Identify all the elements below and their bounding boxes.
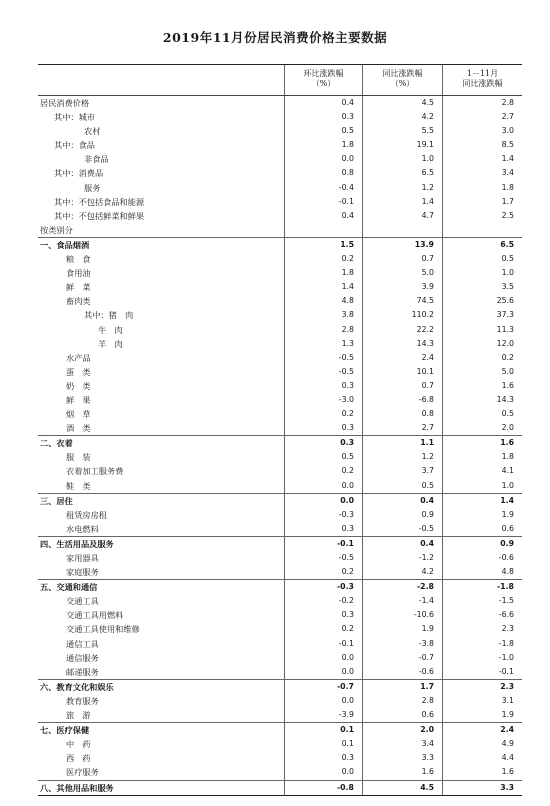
row-yoy-value: 3.9 xyxy=(362,280,442,294)
row-mom-value: 0.8 xyxy=(284,166,362,180)
row-ytd-value: 1.4 xyxy=(442,152,522,166)
row-label: 交通工具 xyxy=(66,596,99,607)
row-label: 酒 类 xyxy=(66,423,91,434)
row-mom-value: -0.1 xyxy=(284,195,362,209)
row-ytd-value: 1.6 xyxy=(442,436,522,450)
header-mom-line2: （%） xyxy=(311,79,336,88)
row-mom-value: 0.4 xyxy=(284,96,362,110)
table-row xyxy=(38,266,522,280)
row-mom-value: 1.8 xyxy=(284,138,362,152)
row-yoy-value: 2.0 xyxy=(362,723,442,737)
row-yoy-value: -1.4 xyxy=(362,594,442,608)
table-row xyxy=(38,166,522,180)
row-label: 旅 游 xyxy=(66,710,91,721)
row-mom-value: 0.0 xyxy=(284,479,362,493)
row-ytd-value: -1.8 xyxy=(442,580,522,594)
row-yoy-value: 0.4 xyxy=(362,537,442,551)
row-ytd-value: 1.6 xyxy=(442,379,522,393)
table-row xyxy=(38,536,522,551)
row-ytd-value: 37.3 xyxy=(442,308,522,322)
row-yoy-value: 14.3 xyxy=(362,337,442,351)
row-label: 七、医疗保健 xyxy=(40,725,90,736)
table-row xyxy=(38,421,522,435)
row-yoy-value: 3.3 xyxy=(362,751,442,765)
row-ytd-value: 14.3 xyxy=(442,393,522,407)
row-yoy-value: 10.1 xyxy=(362,365,442,379)
row-yoy-value: -0.5 xyxy=(362,522,442,536)
row-label: 其中：城市 xyxy=(54,112,95,123)
row-mom-value: 1.5 xyxy=(284,238,362,252)
row-ytd-value: 6.5 xyxy=(442,238,522,252)
table-row xyxy=(38,765,522,779)
header-mom-line1: 环比涨跌幅 xyxy=(303,69,344,78)
table-row xyxy=(38,124,522,138)
row-yoy-value: 1.2 xyxy=(362,181,442,195)
row-ytd-value: 1.4 xyxy=(442,494,522,508)
row-mom-value: -0.2 xyxy=(284,594,362,608)
table-row xyxy=(38,751,522,765)
row-label: 食用油 xyxy=(66,268,91,279)
row-ytd-value: 3.1 xyxy=(442,694,522,708)
table-row xyxy=(38,493,522,508)
row-yoy-value: 2.7 xyxy=(362,421,442,435)
header-yoy-line1: 同比涨跌幅 xyxy=(382,69,423,78)
row-ytd-value: 3.3 xyxy=(442,781,522,795)
row-yoy-value: -0.6 xyxy=(362,665,442,679)
table-row xyxy=(38,223,522,237)
row-mom-value: 0.5 xyxy=(284,450,362,464)
row-ytd-value: 0.5 xyxy=(442,407,522,421)
row-yoy-value: 1.1 xyxy=(362,436,442,450)
table-row xyxy=(38,379,522,393)
row-mom-value: 0.2 xyxy=(284,622,362,636)
row-yoy-value: 0.6 xyxy=(362,708,442,722)
row-yoy-value: 2.4 xyxy=(362,351,442,365)
table-row xyxy=(38,637,522,651)
row-ytd-value: 2.3 xyxy=(442,622,522,636)
row-label: 非食品 xyxy=(84,154,109,165)
header-label-cell xyxy=(38,65,284,95)
header-ytd-line1: 1－11月 xyxy=(466,69,499,78)
row-ytd-value: 0.6 xyxy=(442,522,522,536)
table-row xyxy=(38,722,522,737)
row-label: 其中：猪 肉 xyxy=(84,310,134,321)
row-ytd-value: 3.5 xyxy=(442,280,522,294)
row-mom-value: -0.5 xyxy=(284,351,362,365)
table-row xyxy=(38,565,522,579)
table-row xyxy=(38,708,522,722)
row-mom-value: 0.4 xyxy=(284,209,362,223)
table-row xyxy=(38,450,522,464)
table-row xyxy=(38,694,522,708)
table-header xyxy=(38,65,522,96)
row-ytd-value: 2.5 xyxy=(442,209,522,223)
row-yoy-value: 1.6 xyxy=(362,765,442,779)
table-row xyxy=(38,551,522,565)
row-mom-value: -0.4 xyxy=(284,181,362,195)
row-mom-value: 0.2 xyxy=(284,464,362,478)
row-ytd-value: 25.6 xyxy=(442,294,522,308)
row-label: 鲜 果 xyxy=(66,394,91,405)
table-row xyxy=(38,407,522,421)
row-yoy-value: -1.2 xyxy=(362,551,442,565)
table-row xyxy=(38,280,522,294)
row-yoy-value: 3.4 xyxy=(362,737,442,751)
row-label: 八、其他用品和服务 xyxy=(40,782,114,793)
row-yoy-value: 1.7 xyxy=(362,680,442,694)
row-ytd-value: 1.9 xyxy=(442,508,522,522)
row-label: 其中：消费品 xyxy=(54,168,104,179)
table-row xyxy=(38,622,522,636)
row-label: 二、衣着 xyxy=(40,438,73,449)
row-mom-value: 1.8 xyxy=(284,266,362,280)
row-label: 奶 类 xyxy=(66,380,91,391)
table-row xyxy=(38,393,522,407)
row-label: 中 药 xyxy=(66,739,91,750)
table-row xyxy=(38,479,522,493)
row-label: 烟 草 xyxy=(66,409,91,420)
row-ytd-value: 3.0 xyxy=(442,124,522,138)
row-yoy-value: -6.8 xyxy=(362,393,442,407)
row-yoy-value: 74.5 xyxy=(362,294,442,308)
row-ytd-value: -6.6 xyxy=(442,608,522,622)
row-ytd-value: -0.1 xyxy=(442,665,522,679)
table-row xyxy=(38,209,522,223)
table-row xyxy=(38,237,522,252)
row-yoy-value: -2.8 xyxy=(362,580,442,594)
table-row xyxy=(38,780,522,795)
row-label: 服务 xyxy=(84,182,101,193)
table-row xyxy=(38,651,522,665)
row-ytd-value: 4.4 xyxy=(442,751,522,765)
row-ytd-value: 4.9 xyxy=(442,737,522,751)
row-label: 一、食品烟酒 xyxy=(40,239,90,250)
row-mom-value: 0.0 xyxy=(284,152,362,166)
row-yoy-value: 4.2 xyxy=(362,110,442,124)
row-ytd-value: 4.1 xyxy=(442,464,522,478)
row-mom-value: 0.1 xyxy=(284,737,362,751)
header-mom xyxy=(284,65,362,95)
row-yoy-value: 13.9 xyxy=(362,238,442,252)
table-row xyxy=(38,351,522,365)
row-mom-value: -3.0 xyxy=(284,393,362,407)
row-label: 水产品 xyxy=(66,352,91,363)
row-mom-value: 0.0 xyxy=(284,651,362,665)
row-yoy-value: 1.4 xyxy=(362,195,442,209)
row-ytd-value: 0.9 xyxy=(442,537,522,551)
cpi-table xyxy=(38,64,522,796)
row-ytd-value: -1.8 xyxy=(442,637,522,651)
row-mom-value: 0.0 xyxy=(284,494,362,508)
row-yoy-value: 6.5 xyxy=(362,166,442,180)
table-row xyxy=(38,308,522,322)
table-row xyxy=(38,152,522,166)
row-label: 邮递服务 xyxy=(66,666,99,677)
row-mom-value: -0.1 xyxy=(284,637,362,651)
table-row xyxy=(38,252,522,266)
row-label: 通信工具 xyxy=(66,638,99,649)
row-ytd-value: 1.9 xyxy=(442,708,522,722)
row-label: 三、居住 xyxy=(40,495,73,506)
row-mom-value: 2.8 xyxy=(284,323,362,337)
row-label: 家用器具 xyxy=(66,553,99,563)
table-row xyxy=(38,435,522,450)
row-mom-value: 0.0 xyxy=(284,765,362,779)
table-row xyxy=(38,579,522,594)
row-label: 农村 xyxy=(84,126,101,137)
row-label: 居民消费价格 xyxy=(40,98,90,108)
row-mom-value: -0.1 xyxy=(284,537,362,551)
row-yoy-value: 4.5 xyxy=(362,96,442,110)
row-label: 通信服务 xyxy=(66,652,99,663)
row-label: 衣着加工服务费 xyxy=(66,466,124,477)
row-label: 家庭服务 xyxy=(66,567,99,578)
row-ytd-value: 2.4 xyxy=(442,723,522,737)
table-row xyxy=(38,337,522,351)
table-row xyxy=(38,181,522,195)
row-yoy-value: 1.9 xyxy=(362,622,442,636)
row-yoy-value: 19.1 xyxy=(362,138,442,152)
row-ytd-value: 0.5 xyxy=(442,252,522,266)
row-label: 教育服务 xyxy=(66,695,99,706)
table-row xyxy=(38,96,522,110)
row-yoy-value xyxy=(362,223,442,237)
row-mom-value: 0.3 xyxy=(284,608,362,622)
row-ytd-value xyxy=(442,223,522,237)
row-mom-value: -0.5 xyxy=(284,365,362,379)
row-ytd-value: 1.7 xyxy=(442,195,522,209)
row-ytd-value: 1.8 xyxy=(442,450,522,464)
page-title: 2019年11月份居民消费价格主要数据 xyxy=(162,30,388,45)
row-ytd-value: -0.6 xyxy=(442,551,522,565)
row-mom-value: -0.7 xyxy=(284,680,362,694)
row-mom-value: 0.0 xyxy=(284,665,362,679)
row-label: 牛 肉 xyxy=(98,324,123,335)
row-mom-value: 1.4 xyxy=(284,280,362,294)
row-yoy-value: 0.9 xyxy=(362,508,442,522)
row-ytd-value: 1.8 xyxy=(442,181,522,195)
row-label: 西 药 xyxy=(66,753,91,764)
row-ytd-value: 1.6 xyxy=(442,765,522,779)
row-label: 五、交通和通信 xyxy=(40,582,98,593)
row-ytd-value: 4.8 xyxy=(442,565,522,579)
row-yoy-value: 4.7 xyxy=(362,209,442,223)
row-label: 鞋 类 xyxy=(66,480,91,491)
row-mom-value xyxy=(284,223,362,237)
row-label: 其中：不包括鲜菜和鲜果 xyxy=(54,210,145,221)
row-mom-value: 0.1 xyxy=(284,723,362,737)
table-row xyxy=(38,737,522,751)
row-yoy-value: 3.7 xyxy=(362,464,442,478)
row-label: 鲜 菜 xyxy=(66,282,91,293)
table-row xyxy=(38,464,522,478)
row-ytd-value: 0.2 xyxy=(442,351,522,365)
row-ytd-value: 11.3 xyxy=(442,323,522,337)
row-mom-value: 0.2 xyxy=(284,565,362,579)
header-ytd-line2: 同比涨跌幅 xyxy=(462,79,503,88)
row-yoy-value: 0.5 xyxy=(362,479,442,493)
row-label: 蛋 类 xyxy=(66,366,91,377)
row-label: 羊 肉 xyxy=(98,338,123,349)
table-row xyxy=(38,294,522,308)
row-mom-value: 0.5 xyxy=(284,124,362,138)
table-row xyxy=(38,594,522,608)
row-yoy-value: -10.6 xyxy=(362,608,442,622)
header-ytd xyxy=(442,65,522,95)
row-label: 粮 食 xyxy=(66,254,91,265)
row-label: 交通工具使用和维修 xyxy=(66,624,140,635)
row-label: 其中：不包括食品和能源 xyxy=(54,196,145,207)
row-ytd-value: -1.0 xyxy=(442,651,522,665)
row-yoy-value: 0.8 xyxy=(362,407,442,421)
row-mom-value: 0.3 xyxy=(284,751,362,765)
row-mom-value: 0.2 xyxy=(284,252,362,266)
row-label: 六、教育文化和娱乐 xyxy=(40,681,114,692)
table-row xyxy=(38,665,522,679)
row-yoy-value: 0.4 xyxy=(362,494,442,508)
row-yoy-value: 1.0 xyxy=(362,152,442,166)
table-row xyxy=(38,323,522,337)
row-yoy-value: 0.7 xyxy=(362,379,442,393)
row-yoy-value: 22.2 xyxy=(362,323,442,337)
row-yoy-value: -3.8 xyxy=(362,637,442,651)
row-mom-value: 0.3 xyxy=(284,522,362,536)
row-mom-value: 1.3 xyxy=(284,337,362,351)
header-yoy xyxy=(362,65,442,95)
table-row xyxy=(38,679,522,694)
row-yoy-value: 4.2 xyxy=(362,565,442,579)
row-mom-value: -3.9 xyxy=(284,708,362,722)
table-row xyxy=(38,522,522,536)
row-label: 水电燃料 xyxy=(66,523,99,534)
row-ytd-value: -1.5 xyxy=(442,594,522,608)
row-yoy-value: 2.8 xyxy=(362,694,442,708)
row-mom-value: -0.5 xyxy=(284,551,362,565)
row-yoy-value: 5.0 xyxy=(362,266,442,280)
table-row xyxy=(38,365,522,379)
row-ytd-value: 12.0 xyxy=(442,337,522,351)
row-ytd-value: 2.0 xyxy=(442,421,522,435)
row-yoy-value: 1.2 xyxy=(362,450,442,464)
row-label: 其中：食品 xyxy=(54,140,95,151)
row-mom-value: 0.2 xyxy=(284,407,362,421)
row-label: 医疗服务 xyxy=(66,767,99,778)
row-ytd-value: 3.4 xyxy=(442,166,522,180)
row-label: 四、生活用品及服务 xyxy=(40,538,114,549)
row-mom-value: 0.0 xyxy=(284,694,362,708)
row-ytd-value: 2.7 xyxy=(442,110,522,124)
row-mom-value: 0.3 xyxy=(284,421,362,435)
row-mom-value: 0.3 xyxy=(284,436,362,450)
table-body xyxy=(38,96,522,795)
row-yoy-value: -0.7 xyxy=(362,651,442,665)
row-ytd-value: 2.3 xyxy=(442,680,522,694)
table-row xyxy=(38,508,522,522)
row-label: 交通工具用燃料 xyxy=(66,610,124,621)
row-mom-value: 0.3 xyxy=(284,379,362,393)
row-label: 按类别分 xyxy=(40,224,73,235)
row-yoy-value: 4.5 xyxy=(362,781,442,795)
table-row xyxy=(38,138,522,152)
row-mom-value: 0.3 xyxy=(284,110,362,124)
row-ytd-value: 8.5 xyxy=(442,138,522,152)
row-mom-value: 3.8 xyxy=(284,308,362,322)
row-ytd-value: 2.8 xyxy=(442,96,522,110)
row-label: 服 装 xyxy=(66,452,91,463)
table-row xyxy=(38,608,522,622)
row-mom-value: -0.3 xyxy=(284,580,362,594)
row-mom-value: 4.8 xyxy=(284,294,362,308)
row-ytd-value: 1.0 xyxy=(442,266,522,280)
row-label: 畜肉类 xyxy=(66,296,91,307)
row-mom-value: -0.3 xyxy=(284,508,362,522)
table-row xyxy=(38,195,522,209)
row-yoy-value: 110.2 xyxy=(362,308,442,322)
table-row xyxy=(38,110,522,124)
row-yoy-value: 5.5 xyxy=(362,124,442,138)
header-yoy-line2: （%） xyxy=(390,79,415,88)
row-yoy-value: 0.7 xyxy=(362,252,442,266)
row-ytd-value: 5.0 xyxy=(442,365,522,379)
row-ytd-value: 1.0 xyxy=(442,479,522,493)
row-label: 租赁房房租 xyxy=(66,509,107,520)
row-mom-value: -0.8 xyxy=(284,781,362,795)
